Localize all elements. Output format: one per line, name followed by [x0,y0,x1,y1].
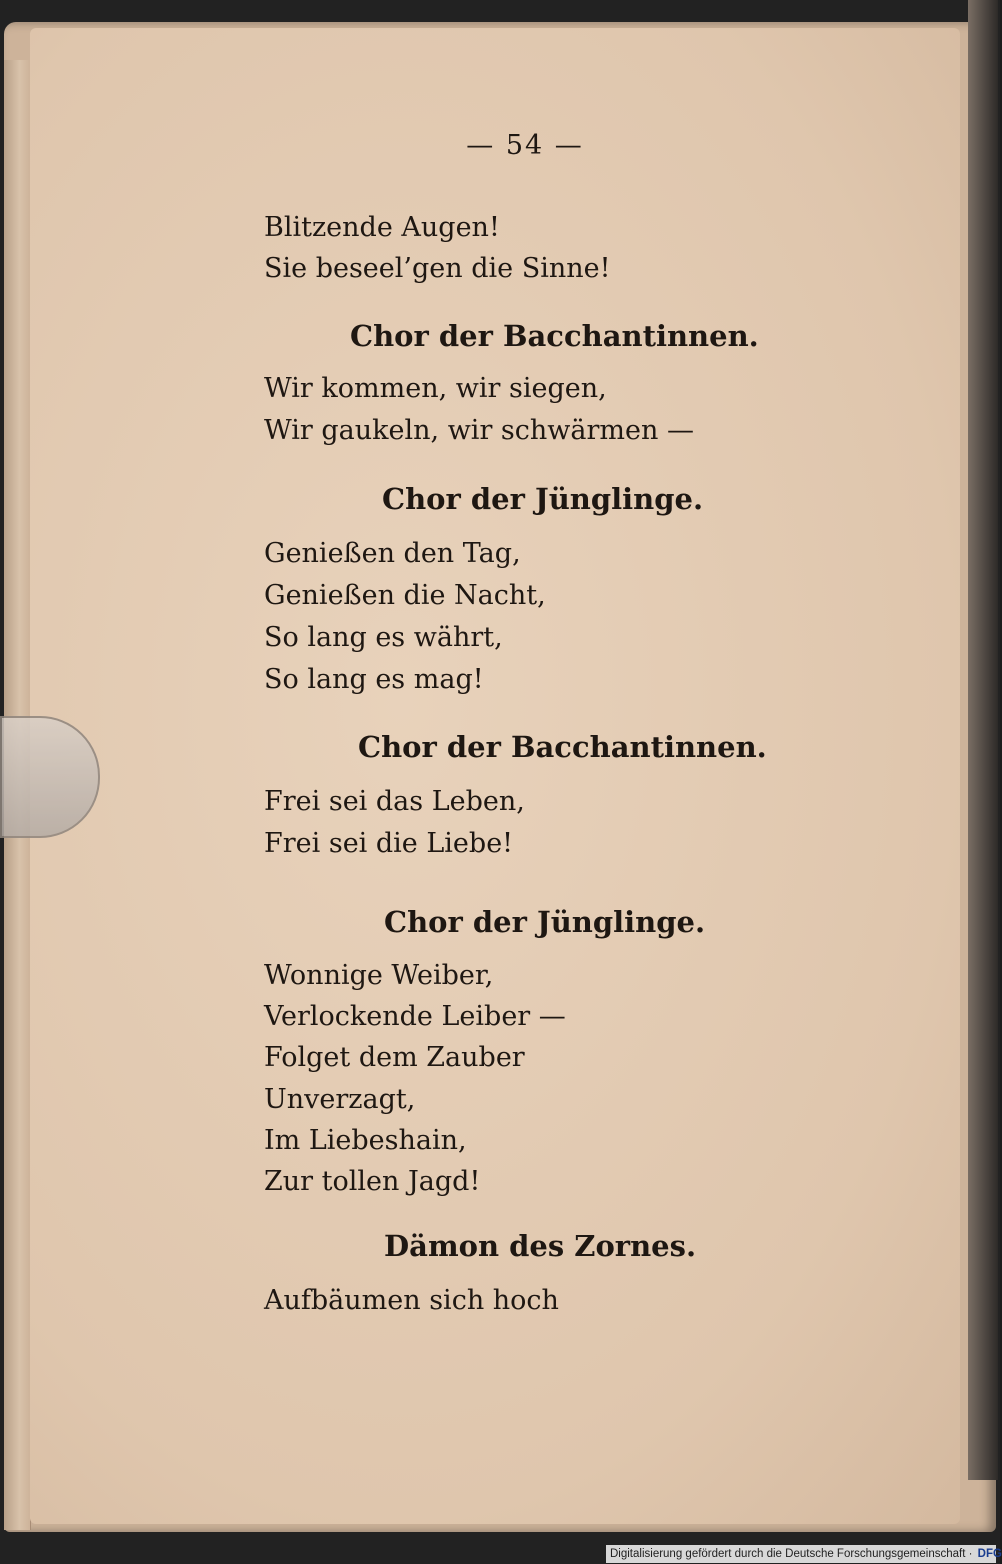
verse-line: Genießen die Nacht, [264,580,546,611]
verse-line: Frei sei die Liebe! [264,828,514,859]
page-number: — 54 — [466,130,584,161]
verse-line: Genießen den Tag, [264,538,521,569]
verse-line: Aufbäumen sich hoch [264,1285,559,1316]
verse-line: So lang es währt, [264,622,503,653]
funding-credit-footer [606,1545,1002,1563]
verse-line: Wonnige Weiber, [264,960,494,991]
verse-line: Blitzende Augen! [264,212,500,243]
speaker-heading: Chor der Jünglinge. [382,482,704,516]
speaker-heading: Chor der Bacchantinnen. [358,730,767,764]
speaker-heading: Chor der Jünglinge. [384,905,706,939]
dfg-logo: DFG [977,1548,1002,1560]
verse-line: Zur tollen Jagd! [264,1166,481,1197]
verse-line: Im Liebeshain, [264,1125,467,1156]
verse-line: Folget dem Zauber [264,1042,525,1073]
verse-line: Sie beseel’gen die Sinne! [264,253,611,284]
verse-line: Unverzagt, [264,1084,416,1115]
verse-line: Verlockende Leiber — [264,1001,566,1032]
verse-line: Wir gaukeln, wir schwärmen — [264,415,694,446]
speaker-heading: Dämon des Zornes. [384,1229,697,1263]
speaker-heading: Chor der Bacchantinnen. [350,319,759,353]
verse-line: So lang es mag! [264,664,484,695]
funding-credit-text: Digitalisierung gefördert durch die Deutsche Forschungsgemeinschaft · [610,1548,973,1560]
verse-line: Frei sei das Leben, [264,786,525,817]
verse-line: Wir kommen, wir siegen, [264,373,607,404]
